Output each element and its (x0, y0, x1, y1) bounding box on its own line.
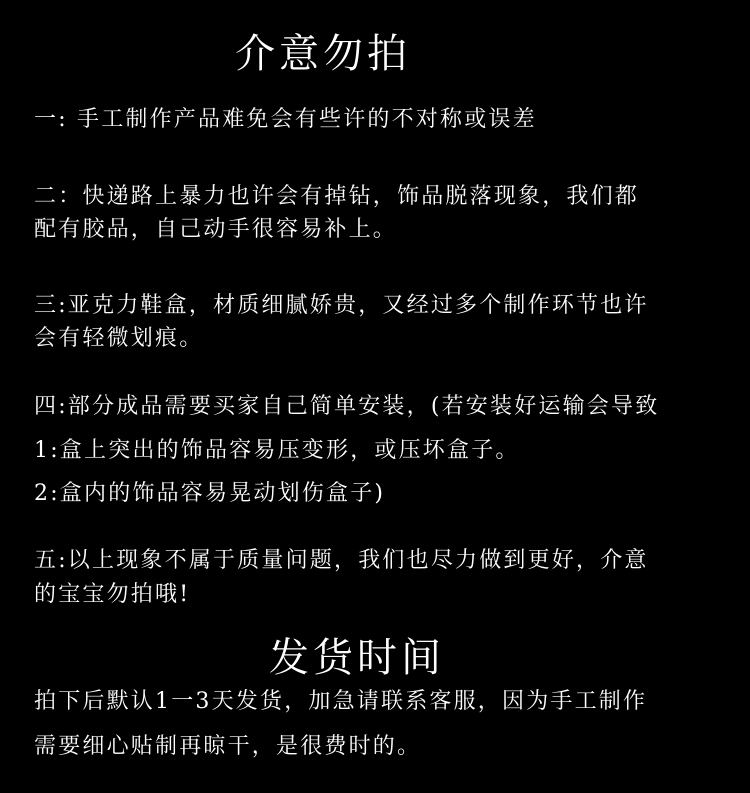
notice-4-line-2: 1:盒上突出的饰品容易压变形，或压坏盒子。 (34, 438, 520, 463)
notice-5-line-2: 的宝宝勿拍哦! (34, 582, 191, 607)
shipping-title: 发货时间 (269, 635, 445, 681)
notice-4-line-3: 2:盒内的饰品容易晃动划伤盒子) (34, 481, 386, 506)
notice-5-line-1: 五:以上现象不属于质量问题，我们也尽力做到更好，介意 (34, 548, 649, 573)
notice-3-line-2: 会有轻微划痕。 (34, 326, 204, 351)
notice-3-line-1: 三:亚克力鞋盒，材质细腻娇贵，又经过多个制作环节也许 (34, 293, 649, 318)
notice-2-line-1: 二：快递路上暴力也许会有掉钻，饰品脱落现象，我们都 (34, 184, 640, 209)
notice-4-line-1: 四:部分成品需要买家自己简单安装，(若安装好运输会导致 (34, 394, 660, 419)
page-title: 介意勿拍 (235, 31, 411, 77)
notice-1-line-1: 一: 手工制作产品难免会有些许的不对称或误差 (34, 107, 537, 132)
shipping-line-2: 需要细心贴制再晾干，是很费时的。 (34, 734, 422, 759)
notice-2-line-2: 配有胶品，自己动手很容易补上。 (34, 217, 398, 242)
shipping-line-1: 拍下后默认1一3天发货，加急请联系客服，因为手工制作 (34, 689, 648, 714)
